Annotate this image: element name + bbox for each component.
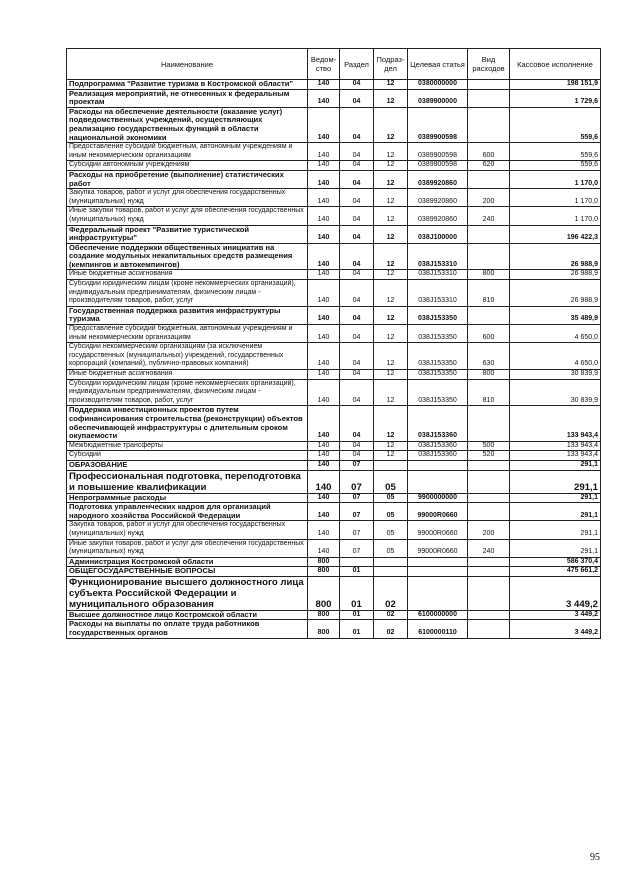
cell-section: 04	[340, 189, 374, 207]
cell-kind	[468, 89, 510, 107]
cell-target: 0389900598	[408, 143, 468, 161]
cell-section: 01	[340, 567, 374, 577]
cell-kind	[468, 243, 510, 270]
cell-amount: 26 988,9	[510, 270, 601, 280]
cell-kind: 240	[468, 539, 510, 557]
table-row	[67, 557, 601, 567]
table-row	[67, 280, 601, 307]
cell-target	[408, 557, 468, 567]
cell-kind: 630	[468, 343, 510, 370]
cell-subsection: 02	[374, 576, 408, 610]
cell-amount: 559,6	[510, 143, 601, 161]
cell-subsection: 12	[374, 189, 408, 207]
cell-subsection: 12	[374, 161, 408, 171]
cell-dept: 140	[308, 306, 340, 324]
cell-dept: 140	[308, 207, 340, 225]
cell-section: 07	[340, 470, 374, 493]
cell-subsection: 05	[374, 539, 408, 557]
cell-name: Подпрограмма "Развитие туризма в Костромской области"	[67, 80, 308, 90]
cell-section: 01	[340, 576, 374, 610]
cell-name: Закупка товаров, работ и услуг для обеспечения государственных (муниципальных) нужд	[67, 189, 308, 207]
cell-dept: 800	[308, 576, 340, 610]
cell-name: Субсидии юридическим лицам (кроме некоммерческих организаций), индивидуальным предпринимателям, физическим лицам - производителям товаров, работ, услуг	[67, 280, 308, 307]
cell-target: 038J153350	[408, 370, 468, 380]
cell-amount: 291,1	[510, 539, 601, 557]
cell-target: 0389920860	[408, 207, 468, 225]
header-name: Наименование	[67, 49, 308, 80]
cell-subsection: 12	[374, 80, 408, 90]
cell-dept: 140	[308, 280, 340, 307]
cell-amount: 133 943,4	[510, 451, 601, 461]
cell-subsection: 12	[374, 243, 408, 270]
cell-target	[408, 567, 468, 577]
table-row	[67, 343, 601, 370]
cell-target: 0389900598	[408, 161, 468, 171]
cell-target: 0380000000	[408, 80, 468, 90]
cell-name: Реализация мероприятий, не отнесенных к федеральным проектам	[67, 89, 308, 107]
cell-name: Субсидии автономным учреждениям	[67, 161, 308, 171]
cell-name: Расходы на приобретение (выполнение) статистических работ	[67, 170, 308, 188]
header-dept: Ведом-ство	[308, 49, 340, 80]
cell-kind: 500	[468, 441, 510, 451]
cell-section: 04	[340, 161, 374, 171]
cell-target: 038J153310	[408, 243, 468, 270]
cell-section: 04	[340, 143, 374, 161]
table-row	[67, 470, 601, 493]
cell-name: Расходы на выплаты по оплате труда работников государственных органов	[67, 620, 308, 638]
cell-amount: 1 170,0	[510, 189, 601, 207]
table-row	[67, 406, 601, 441]
cell-amount: 1 729,6	[510, 89, 601, 107]
cell-subsection: 12	[374, 306, 408, 324]
cell-amount: 1 170,0	[510, 207, 601, 225]
cell-target: 6100000110	[408, 620, 468, 638]
table-row	[67, 143, 601, 161]
cell-kind	[468, 493, 510, 503]
cell-target: 99000R0660	[408, 503, 468, 521]
cell-section: 04	[340, 441, 374, 451]
cell-kind	[468, 460, 510, 470]
table-row	[67, 460, 601, 470]
cell-section: 04	[340, 89, 374, 107]
cell-target: 038J153360	[408, 406, 468, 441]
cell-dept: 140	[308, 503, 340, 521]
cell-dept: 140	[308, 225, 340, 243]
cell-kind: 600	[468, 143, 510, 161]
cell-subsection	[374, 460, 408, 470]
cell-name: Иные закупки товаров, работ и услуг для обеспечения государственных (муниципальных) нужд	[67, 539, 308, 557]
cell-subsection: 12	[374, 343, 408, 370]
cell-subsection: 12	[374, 280, 408, 307]
cell-dept: 140	[308, 441, 340, 451]
cell-name: Закупка товаров, работ и услуг для обеспечения государственных (муниципальных) нужд	[67, 521, 308, 539]
table-row	[67, 567, 601, 577]
cell-target: 038J153360	[408, 451, 468, 461]
cell-target: 038J153310	[408, 280, 468, 307]
cell-subsection: 05	[374, 503, 408, 521]
cell-subsection: 12	[374, 207, 408, 225]
cell-subsection: 12	[374, 270, 408, 280]
table-row	[67, 576, 601, 610]
cell-target: 0389920860	[408, 189, 468, 207]
cell-name: Субсидии юридическим лицам (кроме некоммерческих организаций), индивидуальным предпринимателям, физическим лицам - производителям товаров, работ, услуг	[67, 379, 308, 406]
cell-section: 04	[340, 280, 374, 307]
header-kind: Вид расходов	[468, 49, 510, 80]
cell-kind	[468, 170, 510, 188]
cell-amount: 291,1	[510, 470, 601, 493]
cell-target	[408, 470, 468, 493]
cell-kind	[468, 406, 510, 441]
cell-name: Межбюджетные трансферты	[67, 441, 308, 451]
cell-name: Функционирование высшего должностного лица субъекта Российской Федерации и муниципального образования	[67, 576, 308, 610]
cell-subsection: 05	[374, 470, 408, 493]
cell-dept: 140	[308, 379, 340, 406]
cell-kind	[468, 610, 510, 620]
table-row	[67, 270, 601, 280]
cell-name: Иные закупки товаров, работ и услуг для обеспечения государственных (муниципальных) нужд	[67, 207, 308, 225]
cell-kind: 200	[468, 189, 510, 207]
cell-target: 038J153350	[408, 306, 468, 324]
table-row	[67, 620, 601, 638]
cell-kind	[468, 306, 510, 324]
cell-target: 0389920860	[408, 170, 468, 188]
cell-subsection: 02	[374, 610, 408, 620]
cell-target: 0389900000	[408, 89, 468, 107]
table-row	[67, 521, 601, 539]
budget-table-sheet	[66, 48, 600, 639]
table-row	[67, 370, 601, 380]
cell-dept: 140	[308, 470, 340, 493]
cell-section: 07	[340, 493, 374, 503]
budget-execution-table	[66, 48, 601, 639]
table-row	[67, 189, 601, 207]
cell-dept: 140	[308, 370, 340, 380]
table-row	[67, 325, 601, 343]
cell-section: 04	[340, 207, 374, 225]
cell-dept: 800	[308, 620, 340, 638]
cell-amount: 586 370,4	[510, 557, 601, 567]
cell-target: 038J153350	[408, 379, 468, 406]
cell-target: 0389900598	[408, 107, 468, 142]
table-body	[67, 80, 601, 639]
cell-amount: 1 170,0	[510, 170, 601, 188]
cell-kind	[468, 557, 510, 567]
cell-section: 04	[340, 343, 374, 370]
cell-name: Предоставление субсидий бюджетным, автономным учреждениям и иным некоммерческим организациям	[67, 143, 308, 161]
table-row	[67, 80, 601, 90]
cell-name: Иные бюджетные ассигнования	[67, 370, 308, 380]
cell-dept: 140	[308, 243, 340, 270]
cell-dept: 800	[308, 610, 340, 620]
cell-subsection: 12	[374, 451, 408, 461]
cell-section: 07	[340, 460, 374, 470]
table-header-row	[67, 49, 601, 80]
cell-subsection: 12	[374, 143, 408, 161]
header-amount: Кассовое исполнение	[510, 49, 601, 80]
cell-name: Государственная поддержка развития инфраструктуры туризма	[67, 306, 308, 324]
cell-section: 04	[340, 80, 374, 90]
cell-kind: 810	[468, 280, 510, 307]
cell-name: Обеспечение поддержки общественных инициатив на создание модульных некапитальных средств размещения (кемпингов и автокемпингов)	[67, 243, 308, 270]
cell-amount: 133 943,4	[510, 406, 601, 441]
cell-section: 04	[340, 225, 374, 243]
cell-amount: 35 489,9	[510, 306, 601, 324]
cell-amount: 559,6	[510, 107, 601, 142]
cell-kind	[468, 567, 510, 577]
cell-section: 01	[340, 610, 374, 620]
table-row	[67, 493, 601, 503]
cell-dept: 140	[308, 325, 340, 343]
cell-kind: 800	[468, 270, 510, 280]
cell-name: Предоставление субсидий бюджетным, автономным учреждениям и иным некоммерческим организациям	[67, 325, 308, 343]
cell-dept: 140	[308, 89, 340, 107]
cell-section: 07	[340, 521, 374, 539]
cell-amount: 196 422,3	[510, 225, 601, 243]
cell-amount: 30 839,9	[510, 379, 601, 406]
cell-amount: 198 151,9	[510, 80, 601, 90]
cell-section: 07	[340, 539, 374, 557]
cell-section: 07	[340, 503, 374, 521]
cell-dept: 140	[308, 80, 340, 90]
cell-dept: 140	[308, 161, 340, 171]
cell-name: Непрограммные расходы	[67, 493, 308, 503]
cell-target: 038J153310	[408, 270, 468, 280]
cell-target: 038J100000	[408, 225, 468, 243]
cell-kind: 600	[468, 325, 510, 343]
header-subsection: Подраз-дел	[374, 49, 408, 80]
cell-dept: 140	[308, 189, 340, 207]
table-row	[67, 89, 601, 107]
cell-subsection: 12	[374, 225, 408, 243]
cell-amount: 291,1	[510, 460, 601, 470]
cell-kind	[468, 80, 510, 90]
table-row	[67, 243, 601, 270]
cell-kind	[468, 620, 510, 638]
cell-name: Администрация Костромской области	[67, 557, 308, 567]
cell-amount: 291,1	[510, 493, 601, 503]
cell-subsection: 12	[374, 107, 408, 142]
cell-name: Субсидии некоммерческим организациям (за исключением государственных (муниципальных) учреждений, государственных корпораций (компаний), публично-правовых компаний)	[67, 343, 308, 370]
cell-amount: 475 661,2	[510, 567, 601, 577]
cell-amount: 30 839,9	[510, 370, 601, 380]
cell-section	[340, 557, 374, 567]
cell-dept: 140	[308, 521, 340, 539]
cell-section: 04	[340, 370, 374, 380]
header-target: Целевая статья	[408, 49, 468, 80]
cell-target: 9900000000	[408, 493, 468, 503]
cell-kind	[468, 576, 510, 610]
table-row	[67, 225, 601, 243]
cell-section: 04	[340, 243, 374, 270]
table-row	[67, 539, 601, 557]
cell-subsection: 12	[374, 379, 408, 406]
header-section: Раздел	[340, 49, 374, 80]
cell-section: 04	[340, 170, 374, 188]
cell-name: ОБЩЕГОСУДАРСТВЕННЫЕ ВОПРОСЫ	[67, 567, 308, 577]
cell-name: ОБРАЗОВАНИЕ	[67, 460, 308, 470]
table-row	[67, 441, 601, 451]
cell-name: Высшее должностное лицо Костромской области	[67, 610, 308, 620]
cell-dept: 140	[308, 170, 340, 188]
table-row	[67, 610, 601, 620]
cell-section: 04	[340, 306, 374, 324]
cell-subsection	[374, 567, 408, 577]
cell-subsection: 05	[374, 521, 408, 539]
cell-section: 01	[340, 620, 374, 638]
cell-dept: 140	[308, 143, 340, 161]
cell-kind	[468, 470, 510, 493]
cell-kind: 240	[468, 207, 510, 225]
cell-dept: 800	[308, 557, 340, 567]
cell-dept: 140	[308, 406, 340, 441]
cell-amount: 291,1	[510, 521, 601, 539]
cell-kind	[468, 107, 510, 142]
cell-dept: 140	[308, 539, 340, 557]
cell-subsection: 12	[374, 170, 408, 188]
cell-kind: 800	[468, 370, 510, 380]
cell-dept: 140	[308, 493, 340, 503]
cell-amount: 4 650,0	[510, 325, 601, 343]
cell-name: Субсидии	[67, 451, 308, 461]
cell-name: Подготовка управленческих кадров для организаций народного хозяйства Российской Федерации	[67, 503, 308, 521]
table-row	[67, 161, 601, 171]
table-row	[67, 107, 601, 142]
cell-section: 04	[340, 325, 374, 343]
page-number: 95	[590, 852, 600, 863]
table-row	[67, 379, 601, 406]
cell-amount: 3 449,2	[510, 610, 601, 620]
cell-subsection: 02	[374, 620, 408, 638]
cell-name: Поддержка инвестиционных проектов путем софинансирования строительства (реконструкции) объектов обеспечивающей инфраструктуры с длительным сроком окупаемости	[67, 406, 308, 441]
cell-subsection: 12	[374, 370, 408, 380]
cell-dept: 140	[308, 343, 340, 370]
cell-amount: 4 650,0	[510, 343, 601, 370]
cell-amount: 291,1	[510, 503, 601, 521]
cell-kind: 620	[468, 161, 510, 171]
cell-dept: 140	[308, 107, 340, 142]
cell-target: 038J153350	[408, 325, 468, 343]
table-row	[67, 306, 601, 324]
table-row	[67, 451, 601, 461]
cell-kind	[468, 503, 510, 521]
cell-amount: 26 988,9	[510, 280, 601, 307]
cell-target: 038J153350	[408, 343, 468, 370]
table-row	[67, 503, 601, 521]
cell-section: 04	[340, 379, 374, 406]
cell-name: Профессиональная подготовка, переподготовка и повышение квалификации	[67, 470, 308, 493]
cell-target: 6100000000	[408, 610, 468, 620]
cell-subsection: 12	[374, 441, 408, 451]
table-row	[67, 170, 601, 188]
cell-dept: 140	[308, 460, 340, 470]
cell-dept: 140	[308, 451, 340, 461]
cell-amount: 133 943,4	[510, 441, 601, 451]
cell-section: 04	[340, 406, 374, 441]
cell-amount: 559,6	[510, 161, 601, 171]
cell-name: Расходы на обеспечение деятельности (оказание услуг) подведомственных учреждений, осуществляющих реализацию государственных функций в области национальной экономики	[67, 107, 308, 142]
table-row	[67, 207, 601, 225]
cell-kind: 810	[468, 379, 510, 406]
cell-dept: 140	[308, 270, 340, 280]
cell-amount: 3 449,2	[510, 620, 601, 638]
cell-target: 99000R0660	[408, 521, 468, 539]
cell-name: Федеральный проект "Развитие туристической инфраструктуры"	[67, 225, 308, 243]
cell-section: 04	[340, 270, 374, 280]
cell-dept: 800	[308, 567, 340, 577]
cell-section: 04	[340, 451, 374, 461]
cell-amount: 26 988,9	[510, 243, 601, 270]
cell-subsection: 12	[374, 89, 408, 107]
cell-target	[408, 576, 468, 610]
cell-name: Иные бюджетные ассигнования	[67, 270, 308, 280]
cell-kind: 520	[468, 451, 510, 461]
cell-section: 04	[340, 107, 374, 142]
cell-target	[408, 460, 468, 470]
cell-subsection: 12	[374, 325, 408, 343]
cell-subsection	[374, 557, 408, 567]
cell-target: 99000R0660	[408, 539, 468, 557]
cell-kind	[468, 225, 510, 243]
cell-subsection: 05	[374, 493, 408, 503]
cell-amount: 3 449,2	[510, 576, 601, 610]
cell-subsection: 12	[374, 406, 408, 441]
cell-kind: 200	[468, 521, 510, 539]
cell-target: 038J153360	[408, 441, 468, 451]
